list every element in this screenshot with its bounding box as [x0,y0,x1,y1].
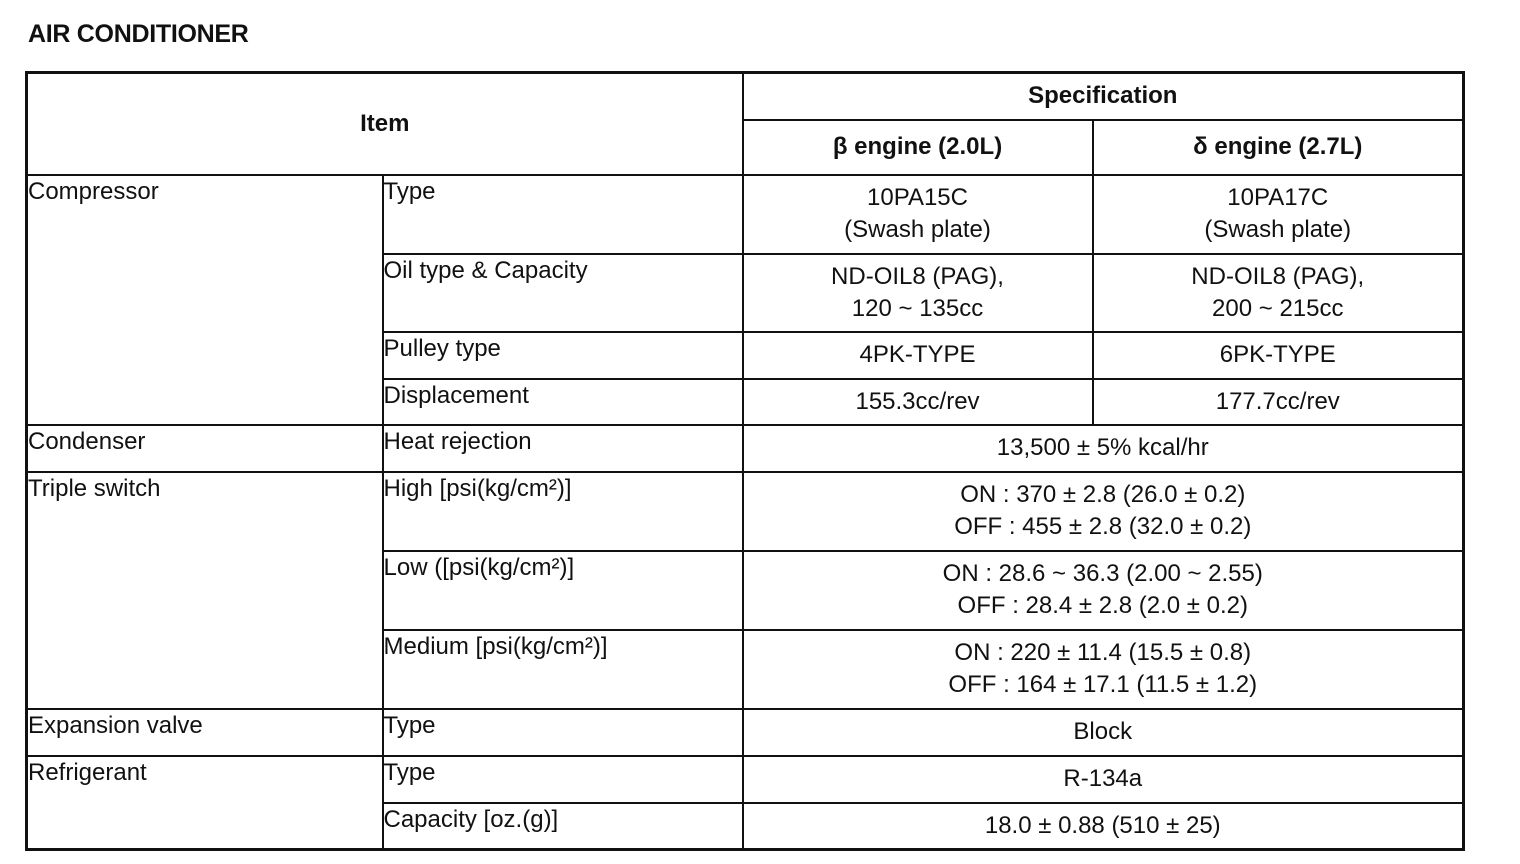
sub-item-low: Low ([psi(kg/cm²)] [383,551,743,630]
value-line: (Swash plate) [1204,216,1352,243]
value-line: ON : 220 ± 11.4 (15.5 ± 0.8) [954,639,1252,666]
sub-item-type: Type [383,709,743,756]
sub-item-capacity: Capacity [oz.(g)] [383,803,743,850]
value-beta [743,175,1093,254]
value-shared: 13,500 ± 5% kcal/hr [743,425,1464,472]
header-beta-engine: β engine (2.0L) [743,120,1093,175]
value-shared: Block [743,709,1464,756]
value-line: OFF : 164 ± 17.1 (11.5 ± 1.2) [948,671,1258,698]
value-delta: 6PK-TYPE [1093,332,1464,379]
value-line: ON : 370 ± 2.8 (26.0 ± 0.2) [960,481,1246,508]
item-refrigerant: Refrigerant [27,756,383,850]
value-line: 120 ~ 135cc [851,294,984,322]
value-shared [743,551,1464,630]
table-row [27,425,1464,472]
header-item: Item [27,73,743,175]
sub-item-type: Type [383,175,743,254]
value-delta [1093,175,1464,254]
value-delta [1093,254,1464,332]
value-line: ND-OIL8 (PAG), [1191,262,1365,290]
table-row [27,709,1464,756]
value-line: ON : 28.6 ~ 36.3 (2.00 ~ 2.55) [942,560,1263,587]
table-row [27,756,1464,803]
item-triple-switch: Triple switch [27,472,383,709]
sub-item-type: Type [383,756,743,803]
value-line: OFF : 28.4 ± 2.8 (2.0 ± 0.2) [957,592,1248,619]
table-row [27,472,1464,551]
sub-item-pulley-type: Pulley type [383,332,743,379]
sub-item-medium: Medium [psi(kg/cm²)] [383,630,743,709]
value-line: 10PA17C [1227,184,1329,211]
value-line: 10PA15C [867,184,968,211]
value-shared [743,630,1464,709]
item-expansion-valve: Expansion valve [27,709,383,756]
page-title: AIR CONDITIONER [28,20,249,48]
value-beta [743,254,1093,332]
value-line: 200 ~ 215cc [1212,294,1344,322]
value-line: ND-OIL8 (PAG), [831,262,1004,290]
value-shared: 18.0 ± 0.88 (510 ± 25) [743,803,1464,850]
air-conditioner-spec-table [25,71,1465,851]
item-condenser: Condenser [27,425,383,472]
sub-item-oil-capacity: Oil type & Capacity [383,254,743,332]
value-shared: R-134a [743,756,1464,803]
value-shared [743,472,1464,551]
header-delta-engine: δ engine (2.7L) [1093,120,1464,175]
table-row [27,175,1464,254]
value-line: (Swash plate) [844,216,991,243]
value-line: OFF : 455 ± 2.8 (32.0 ± 0.2) [954,513,1252,540]
value-beta: 155.3cc/rev [743,379,1093,425]
header-row-1 [27,73,1464,120]
sub-item-high: High [psi(kg/cm²)] [383,472,743,551]
value-beta: 4PK-TYPE [743,332,1093,379]
sub-item-displacement: Displacement [383,379,743,425]
header-specification: Specification [743,73,1464,120]
value-delta: 177.7cc/rev [1093,379,1464,425]
item-compressor: Compressor [27,175,383,425]
sub-item-heat-rejection: Heat rejection [383,425,743,472]
